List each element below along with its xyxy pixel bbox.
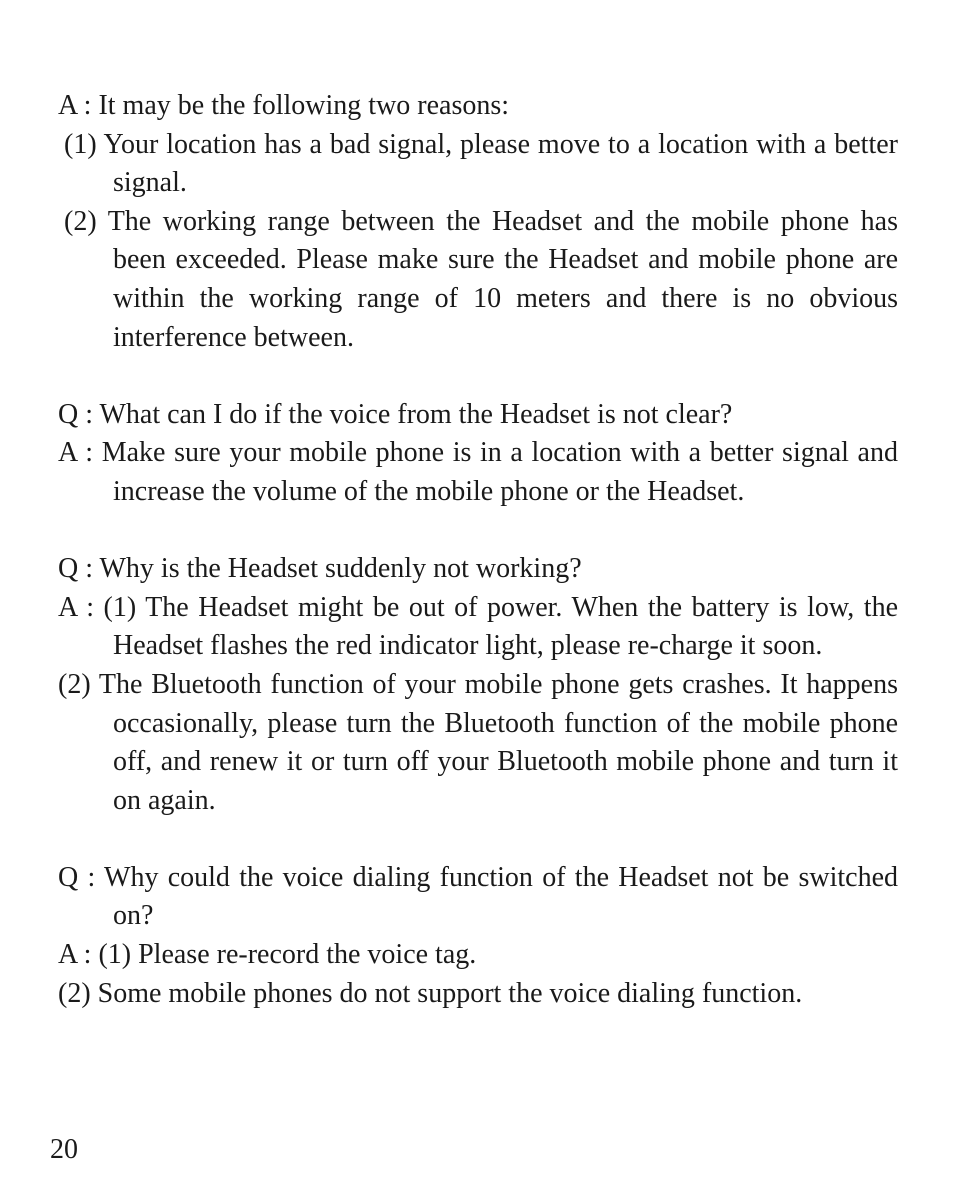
paragraph-spacer <box>58 512 898 551</box>
page-number: 20 <box>50 1134 78 1165</box>
question: Q : Why is the Headset suddenly not working? <box>58 553 582 585</box>
answer-item: (1) Your location has a bad signal, please move to a location with a better signal. <box>64 128 898 199</box>
answer-item: (2) Some mobile phones do not support the voice dialing function. <box>58 977 803 1009</box>
answer-item: (2) The Bluetooth function of your mobile phone gets crashes. It happens occasionally, please turn the Bluetooth function of the mobile phone off, and renew it or turn off your Bluetooth mobile phone and turn it on again. <box>58 668 898 816</box>
answer-item: (2) The working range between the Headset and the mobile phone has been exceeded. Please make sure the Headset and mobile phone are within the working range of 10 meters and there is no obvious interference between. <box>64 205 898 353</box>
answer-item: A : (1) Please re-record the voice tag. <box>58 939 477 971</box>
faq-content <box>58 87 898 1013</box>
answer-item: A : (1) The Headset might be out of power. When the battery is low, the Headset flashes the red indicator light, please re-charge it soon. <box>58 591 898 662</box>
question: Q : What can I do if the voice from the Headset is not clear? <box>58 398 733 430</box>
paragraph-spacer <box>58 820 898 859</box>
answer: A : Make sure your mobile phone is in a location with a better signal and increase the volume of the mobile phone or the Headset. <box>58 437 898 507</box>
answer-intro: A : It may be the following two reasons: <box>58 90 510 121</box>
paragraph-spacer <box>58 357 898 396</box>
question: Q : Why could the voice dialing function of the Headset not be switched on? <box>58 861 898 932</box>
